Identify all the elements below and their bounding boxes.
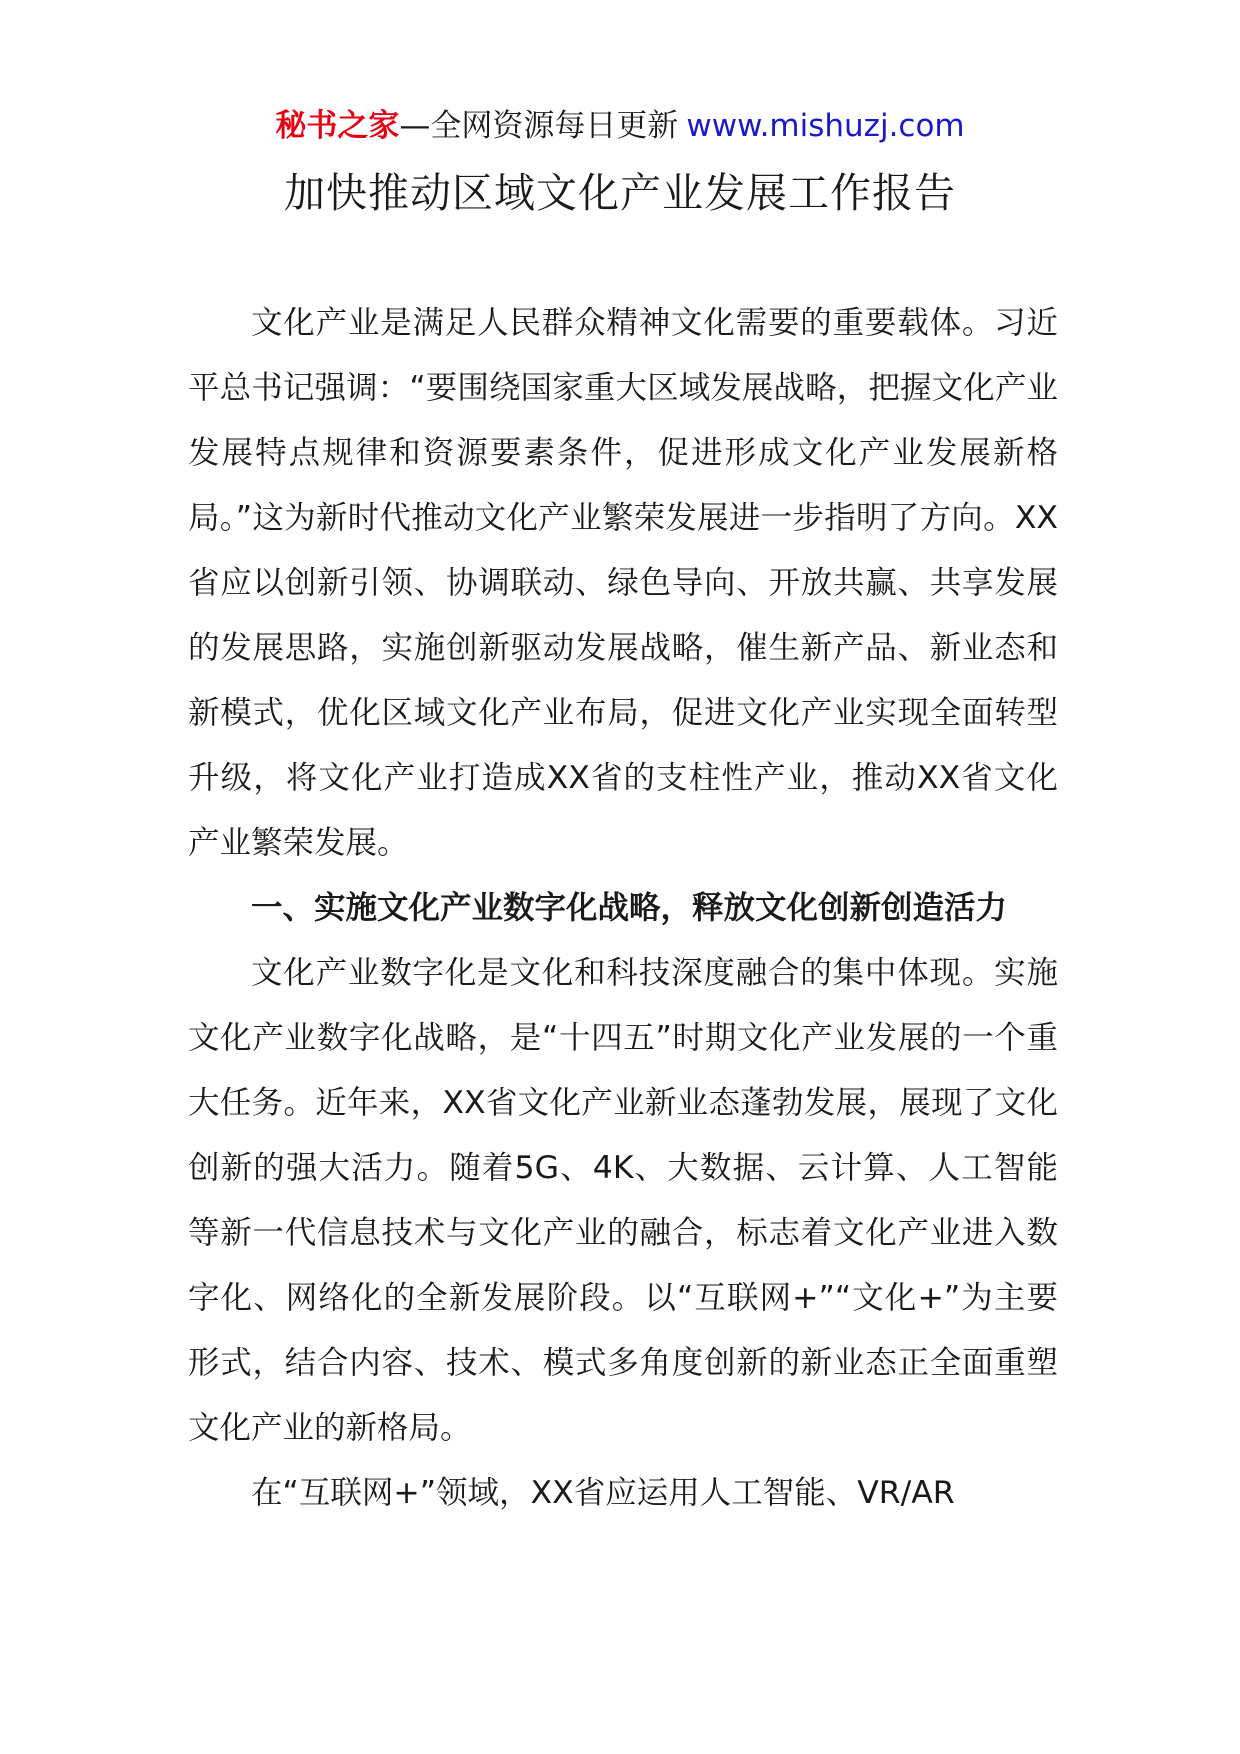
body-paragraph: 文化产业数字化是文化和科技深度融合的集中体现。实施文化产业数字化战略，是“十四五”时期文化产业发展的一个重大任务。近年来，XX省文化产业新业态蓬勃发展，展现了文化创新的强大活力。随着5G、4K、大数据、云计算、人工智能等新一代信息技术与文化产业的融合，标志着文化产业进入数字化、网络化的全新发展阶段。以“互联网+”“文化+”为主要形式，结合内容、技术、模式多角度创新的新业态正全面重塑文化产业的新格局。	[188, 955, 1058, 1446]
document-body	[188, 291, 1058, 1526]
site-url-link[interactable]: www.mishuzj.com	[686, 108, 965, 144]
header-tagline: —全网资源每日更新	[399, 108, 679, 144]
brand-name: 秘书之家	[275, 108, 400, 144]
section-heading-1: 一、实施文化产业数字化战略，释放文化创新创造活力	[251, 890, 1008, 926]
intro-paragraph: 文化产业是满足人民群众精神文化需要的重要载体。习近平总书记强调：“要围绕国家重大区域发展战略，把握文化产业发展特点规律和资源要素条件，促进形成文化产业发展新格局。”这为新时代推动文化产业繁荣发展进一步指明了方向。XX省应以创新引领、协调联动、绿色导向、开放共赢、共享发展的发展思路，实施创新驱动发展战略，催生新产品、新业态和新模式，优化区域文化产业布局，促进文化产业实现全面转型升级，将文化产业打造成XX省的支柱性产业，推动XX省文化产业繁荣发展。	[188, 305, 1058, 861]
document-title: 加快推动区域文化产业发展工作报告	[284, 169, 956, 217]
body-paragraph: 在“互联网+”领域，XX省应运用人工智能、VR/AR	[251, 1475, 955, 1511]
site-header-banner	[0, 104, 1240, 148]
